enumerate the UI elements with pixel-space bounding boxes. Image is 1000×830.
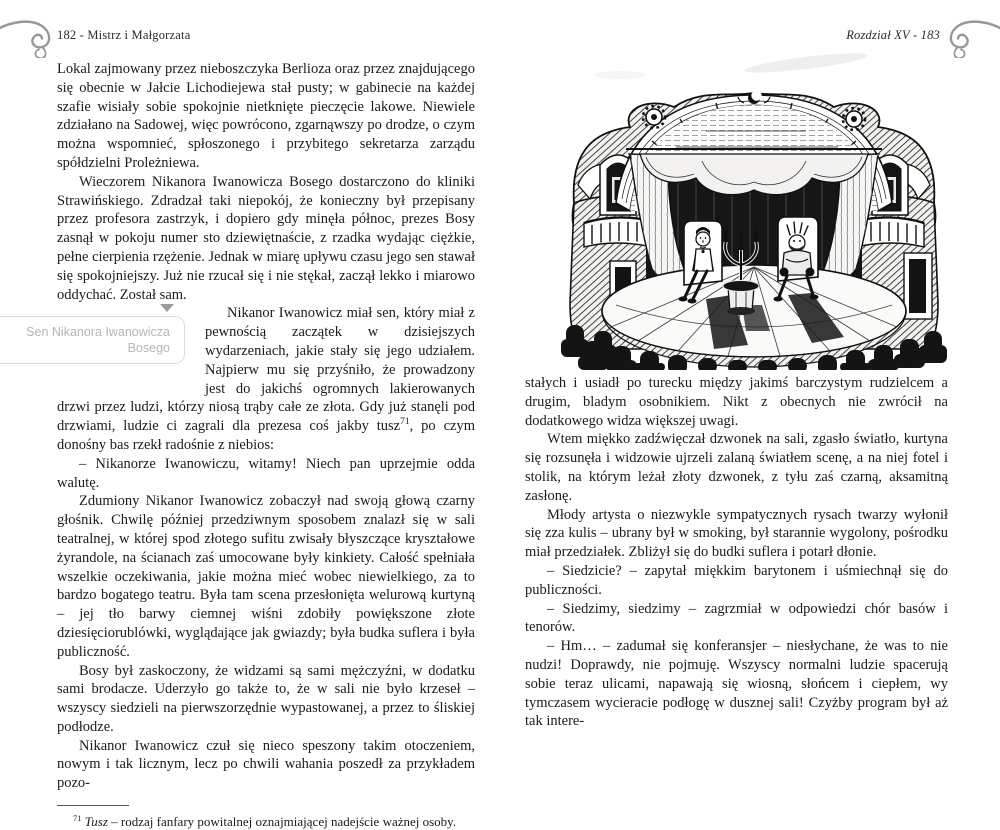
paragraph-with-margin-note [26, 304, 475, 454]
footnote-term: Tusz [84, 814, 108, 830]
note-caret-down-icon [160, 304, 174, 312]
margin-note-box[interactable] [0, 316, 185, 364]
margin-note[interactable] [0, 304, 205, 380]
paragraph-dialogue: – Siedzimy, siedzimy – zagrzmiał w odpowiedzi chór basów i tenorów. [525, 600, 948, 636]
paragraph-dialogue: – Nikanorze Iwanowiczu, witamy! Niech pan uprzejmie odda walutę. [57, 455, 475, 491]
paragraph: Wieczorem Nikanora Iwanowicza Bosego dostarczono do kliniki Strawińskiego. Zdradzał taki niepokój, że konieczny był przepisany przez profesora zastrzyk, i dopiero gdy minęła północ, prezes Bosy zasnął w pokoju numer sto dziewiętnaście, z rzadka wydając ciężkie, pełne cierpienia rzężenie. Jednak w miarę upływu czasu jego sen stawał się spokojniejszy. Już nie rzucał się i nie stękał, zaczął lekko i miarowo oddychać. Został sam. [57, 173, 475, 303]
running-header-right: Rozdział XV - 183 [846, 28, 940, 42]
paragraph-dialogue: – Hm… – zadumał się konferansjer – niesłychane, że was to nie nudzi! Doprawdy, nie pojmuję. Wszyscy normalni ludzie spacerują sobie teraz ulicami, napawają się wiosną, słońcem i ciepłem, wy tymczasem wycieracie podłogę w dusznej sali! Czyżby program był aż tak intere- [525, 638, 948, 730]
paragraph: Młody artysta o niezwykle sympatycznych rysach twarzy wyłonił się zza kulis – ubrany był w smoking, był starannie wygolony, pośrodku miał przedziałek. Zbliżył się do budki suflera i potarł dłonie. [525, 506, 948, 561]
paragraph: Wtem miękko zadźwięczał dzwonek na sali, zgasło światło, kurtyna się rozsunęła i widzowie ujrzeli zalaną światłem scenę, a na niej fotel i stolik, na którym leżał złoty dzwonek, z tyłu zaś czarną, aksamitną zasłonę. [525, 431, 948, 504]
left-page-text [26, 60, 475, 830]
paragraph-text: , po czym donośny bas rzekł radośnie z niebios: [57, 418, 475, 453]
paragraph: Bosy był zaskoczony, że widzami są sami mężczyźni, w dodatku sami brodacze. Uderzyło go także to, że w sali nie było krzeseł – wszyscy siedzieli na pierwszorzędnie wypastowanej, a przez to śliskiej podłodze. [57, 662, 475, 735]
running-header-left: 182 - Mistrz i Małgorzata [57, 28, 191, 42]
footnote-body: – rodzaj fanfary powitalnej oznajmiającej nadejście ważnej osoby. [107, 814, 457, 830]
swirl-ornament-right [944, 14, 1000, 58]
footnote-number: 71 [73, 813, 82, 824]
swirl-ornament-left [0, 14, 56, 58]
stage-illustration [556, 52, 952, 370]
paragraph: Nikanor Iwanowicz czuł się nieco speszony takim otoczeniem, nowym i tak licznym, lecz po chwili wahania poszedł za przykładem pozo- [57, 737, 475, 792]
paragraph: Lokal zajmowany przez nieboszczyka Berlioza oraz przez znajdującego się obecnie w Jałcie Lichodiejewa stał pusty; w gabinecie na każdej szafie wisiały sobie spokojnie nietknięte pieczęcie lakowe. Niewiele zdziałano na Sadowej, więc powrócono, zgarnąwszy po drodze, o czym można wspomnieć, spłoszonego i przybitego sekretarza zarządu spółdzielni Proleżniewa. [57, 61, 475, 171]
footnote [57, 805, 475, 830]
margin-note-line: Bosego [127, 341, 170, 356]
margin-note-line: Sen Nikanora Iwanowicza [26, 325, 170, 340]
footnote-text [57, 813, 475, 830]
paragraph-dialogue: – Siedzicie? – zapytał miękkim barytonem i uśmiechnął się do publiczności. [525, 562, 948, 598]
footnote-rule [57, 805, 129, 806]
right-page-text [525, 374, 948, 731]
footnote-reference[interactable]: 71 [400, 417, 410, 428]
paragraph-text: Nikanor Iwanowicz miał sen, który miał z pewnością zaczątek w dzisiejszych wydarzeniach, jakie stały się jego udziałem. Najpierw mu się przyśniło, że prowadzony jest do jakichś ogromnych lakierowanych drzwi przez ludzi, którzy niosą trąby całe ze złota. Gdy już stanęli pod drzwiami, ludzie ci zagrali dla prezesa coś jakby tusz [57, 305, 475, 435]
paragraph: stałych i usiadł po turecku między jakimś barczystym rudzielcem a drugim, bladym osobnikiem. Nikt z obecnych nie zwrócił na dodatkowego widza większej uwagi. [525, 375, 948, 429]
paragraph: Zdumiony Nikanor Iwanowicz zobaczył nad swoją głową czarny głośnik. Chwilę później przedziwnym sposobem znalazł się w sali teatralnej, w której spod złotego sufitu zwisały błyszczące kryształowe żyrandole, na ścianach zaś umocowane były kinkiety. Całość spełniała wszelkie oczekiwania, jakie można mieć wobec niewielkiego, za to bardzo bogatego teatru. Była tam scena przesłonięta welurową kurtyną – jej tło barwy ciemnej wiśni zdobiły powiększone złote dziesięciorublówki, wyglądające jak gwiazdy; była budka suflera i była publiczność. [57, 493, 475, 660]
